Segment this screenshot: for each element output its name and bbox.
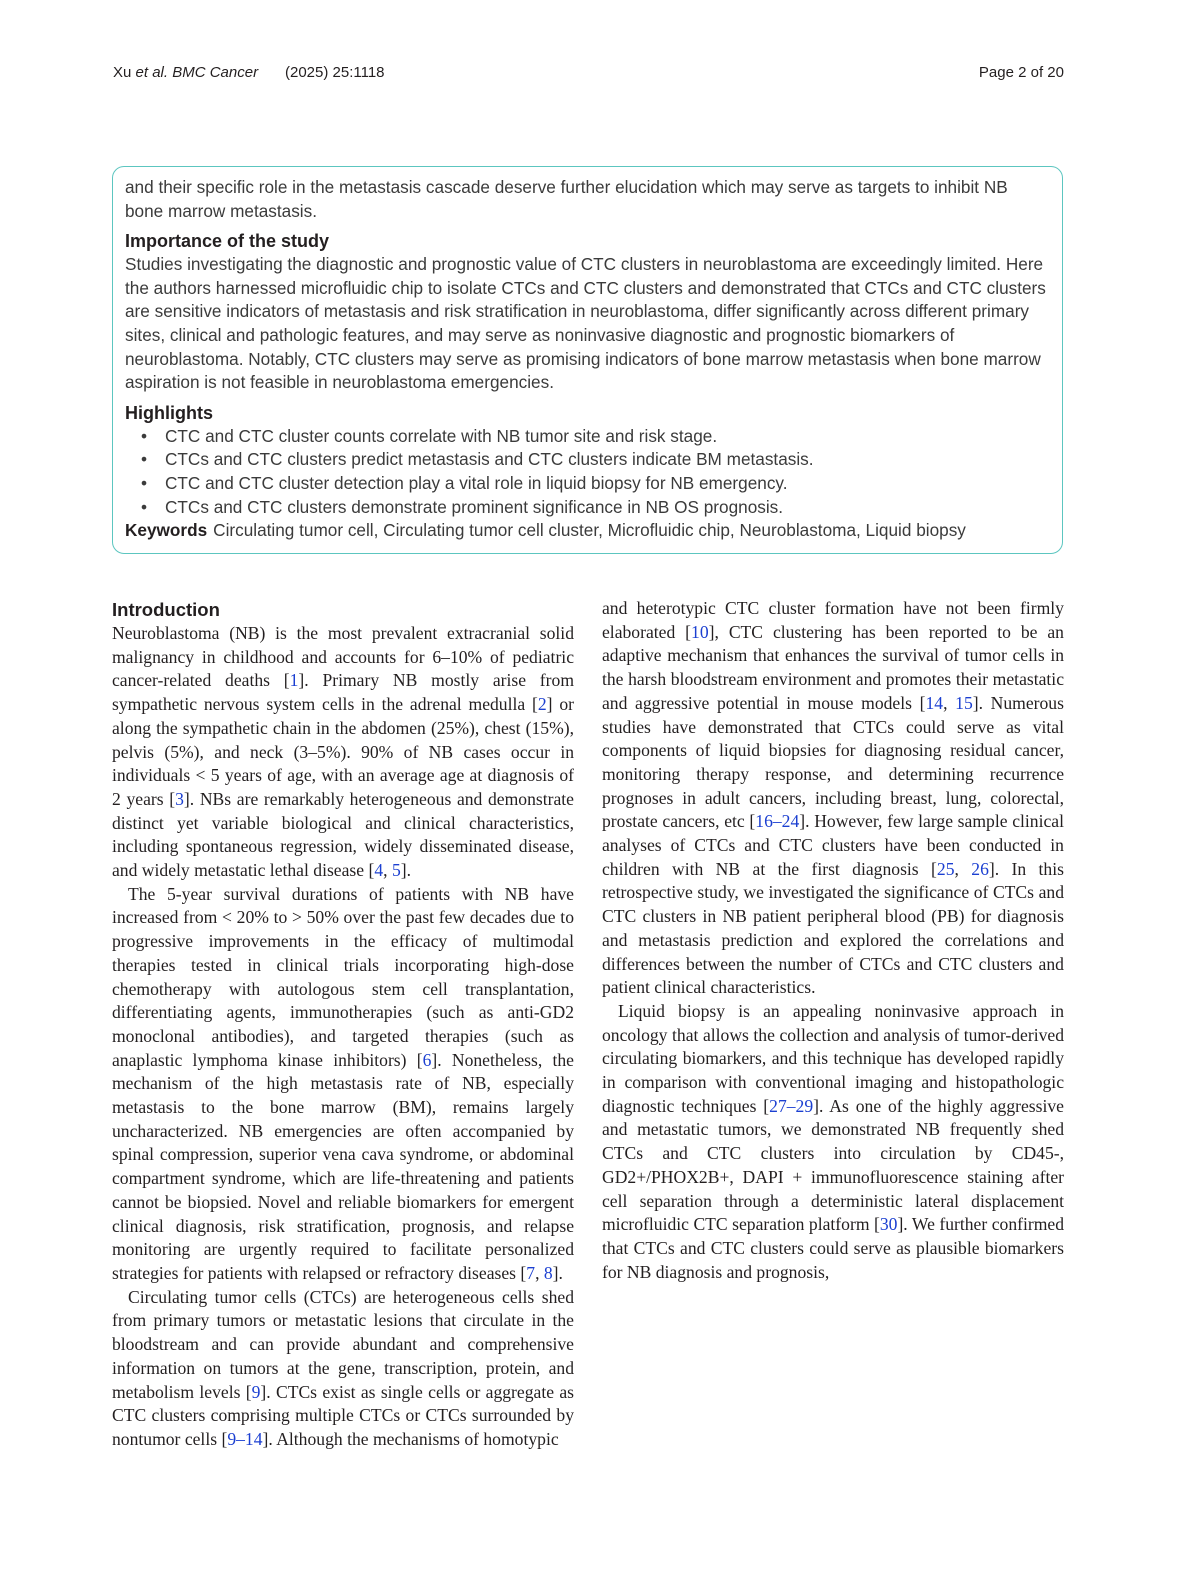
highlights-list <box>125 425 1048 519</box>
citation-link[interactable]: 15 <box>955 692 973 713</box>
bullet-icon: • <box>141 472 148 493</box>
citation-link[interactable]: 9–14 <box>227 1428 263 1449</box>
citation-link[interactable]: 14 <box>925 692 944 713</box>
citation-link[interactable]: 16–24 <box>755 811 800 832</box>
list-item: • CTC and CTC cluster detection play a vital role in liquid biopsy for NB emergency. <box>125 472 1048 496</box>
citation-link[interactable]: 25 <box>936 858 955 879</box>
intro-paragraph-3-continued: and heterotypic CTC cluster formation have not been firmly elaborated [10], CTC clustering has been reported to be an adaptive mechanism that enhances the survival of tumor cells in the harsh bloodstream environment and promotes their metastatic and aggressive potential in mouse models [14, 15]. Numerous studies have demonstrated that CTCs could serve as vital components of liquid biopsies for diagnosing residual cancer, monitoring therapy response, and determining recurrence prognoses in adult cancers, including breast, lung, colorectal, prostate cancers, etc [16–24]. However, few large sample clinical analyses of CTCs and CTC clusters have been conducted in children with NB at the first diagnosis [25, 26]. In this retrospective study, we investigated the significance of CTCs and CTC clusters in NB patient peripheral blood (PB) for diagnosis and metastasis prediction and explored the correlations and differences between the number of CTCs and CTC clusters and patient clinical characteristics. <box>602 598 1065 998</box>
keywords-label: Keywords <box>125 520 208 541</box>
citation-link[interactable]: 10 <box>691 621 709 642</box>
citation-link[interactable]: 30 <box>879 1214 898 1235</box>
bullet-icon: • <box>141 449 148 470</box>
intro-paragraph-4: Liquid biopsy is an appealing noninvasive approach in oncology that allows the collection and analysis of tumor-derived circulating biomarkers, and this technique has developed rapidly in comparison with conventional imaging and histopathologic diagnostic techniques [27–29]. As one of the highly aggressive and metastatic tumors, we demonstrated NB frequently shed CTCs and CTC clusters into circulation by CD45-, GD2+/PHOX2B+, DAPI + immunofluorescence staining after cell separation through a deterministic lateral displacement microfluidic CTC separation platform [30]. We further confirmed that CTCs and CTC clusters could serve as plausible biomarkers for NB diagnosis and prognosis, <box>602 1000 1065 1282</box>
bullet-icon: • <box>141 425 148 446</box>
author-name: Xu <box>113 64 132 81</box>
journal-name: et al. BMC Cancer <box>135 64 259 81</box>
issue-info: (2025) 25:1118 <box>285 64 385 81</box>
keywords-text: Circulating tumor cell, Circulating tumor cell cluster, Microfluidic chip, Neuroblastoma, Liquid biopsy <box>213 520 966 541</box>
keywords <box>125 519 1048 543</box>
list-item: • CTC and CTC cluster counts correlate with NB tumor site and risk stage. <box>125 425 1048 449</box>
list-item: • CTCs and CTC clusters predict metastasis and CTC clusters indicate BM metastasis. <box>125 448 1048 472</box>
abstract-box <box>112 166 1063 554</box>
citation-link[interactable]: 2 <box>537 694 547 715</box>
running-header <box>113 64 1064 88</box>
importance-heading: Importance of the study <box>125 231 330 252</box>
citation-link[interactable]: 26 <box>971 858 989 879</box>
citation-link[interactable]: 8 <box>543 1262 553 1283</box>
bullet-icon: • <box>141 496 148 517</box>
citation-link[interactable]: 7 <box>526 1262 536 1283</box>
highlights-heading: Highlights <box>125 402 213 423</box>
citation-link[interactable]: 6 <box>422 1049 432 1070</box>
intro-paragraph-1: Neuroblastoma (NB) is the most prevalent extracranial solid malignancy in childhood and accounts for 6–10% of pediatric cancer-related deaths [1]. Primary NB mostly arise from sympathetic nervous system cells in the adrenal medulla [2] or along the sympathetic chain in the abdomen (25%), chest (15%), pelvis (5%), and neck (3–5%). 90% of NB cases occur in individuals < 5 years of age, with an average age at diagnosis of 2 years [3]. NBs are remarkably heterogeneous and demonstrate distinct yet variable biological and clinical characteristics, including spontaneous regression, widely disseminated disease, and widely metastatic lethal disease [4, 5]. <box>112 623 575 881</box>
abstract-continuation: and their specific role in the metastasis cascade deserve further elucidation which may serve as targets to inhibit NB bone marrow metastasis. <box>125 177 1008 221</box>
section-heading-introduction: Introduction <box>112 599 220 620</box>
citation-link[interactable]: 27–29 <box>769 1095 814 1116</box>
citation-link[interactable]: 3 <box>175 788 184 809</box>
right-column <box>602 597 1064 1284</box>
list-item: • CTCs and CTC clusters demonstrate prominent significance in NB OS prognosis. <box>125 496 1048 520</box>
intro-paragraph-3: Circulating tumor cells (CTCs) are heterogeneous cells shed from primary tumors or metastatic lesions that circulate in the bloodstream and can provide abundant and comprehensive information on tumors at the gene, transcription, protein, and metabolism levels [9]. CTCs exist as single cells or aggregate as CTC clusters comprising multiple CTCs or CTCs surrounded by nontumor cells [9–14]. Although the mechanisms of homotypic <box>112 1286 574 1449</box>
citation-link[interactable]: 4 <box>374 860 384 881</box>
importance-text: Studies investigating the diagnostic and prognostic value of CTC clusters in neuroblastoma are exceedingly limited. Here the authors harnessed microfluidic chip to isolate CTCs and CTC clusters and demonstrated that CTCs and CTC clusters are sensitive indicators of metastasis and risk stratification in neuroblastoma, differ significantly across different primary sites, clinical and pathologic features, and may serve as noninvasive diagnostic and prognostic biomarkers of neuroblastoma. Notably, CTC clusters may serve as promising indicators of bone marrow metastasis when bone marrow aspiration is not feasible in neuroblastoma emergencies. <box>125 254 1046 393</box>
citation-link[interactable]: 9 <box>251 1381 261 1402</box>
citation-link[interactable]: 5 <box>391 860 401 881</box>
journal-citation <box>113 64 258 81</box>
page-number: Page 2 of 20 <box>978 64 1064 81</box>
left-column <box>112 597 574 1452</box>
intro-paragraph-2: The 5-year survival durations of patients with NB have increased from < 20% to > 50% over the past few decades due to progressive improvements in the efficacy of multimodal therapies tested in clinical trials incorporating high-dose chemotherapy with autologous stem cell transplantation, differentiating agents, immunotherapies (such as anti-GD2 monoclonal antibodies), and targeted therapies (such as anaplastic lymphoma kinase inhibitors) [6]. Nonetheless, the mechanism of the high metastasis rate of NB, especially metastasis to the bone marrow (BM), remains largely uncharacterized. NB emergencies are often accompanied by spinal compression, superior vena cava syndrome, or abdominal compartment syndrome, which are life-threatening and patients cannot be biopsied. Novel and reliable biomarkers for emergent clinical diagnosis, risk stratification, prognosis, and relapse monitoring are urgently required to facilitate personalized strategies for patients with relapsed or refractory diseases [7, 8]. <box>112 883 574 1283</box>
citation-link[interactable]: 1 <box>289 670 299 691</box>
